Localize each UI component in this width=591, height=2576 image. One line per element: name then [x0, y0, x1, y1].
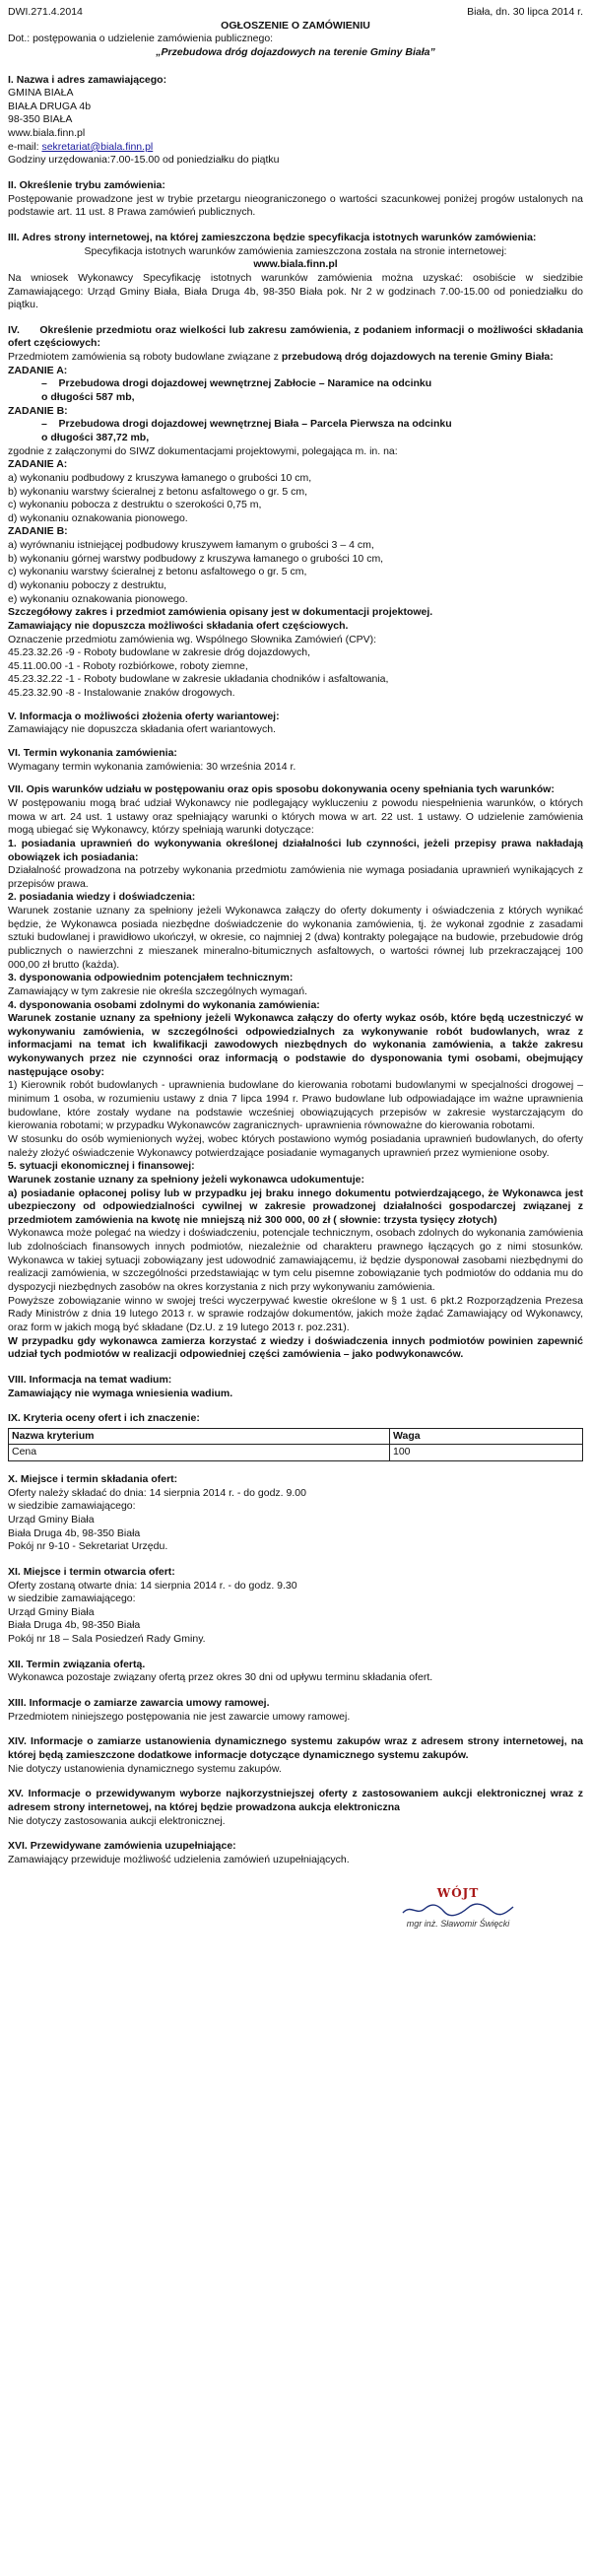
section-13 — [8, 1697, 583, 1724]
opening-line: Urząd Gminy Biała — [8, 1605, 95, 1618]
email-link[interactable]: sekretariat@biala.finn.pl — [41, 140, 154, 153]
list-item: c) wykonaniu pobocza z destruktu o szerokości 0,75 m, — [8, 499, 262, 511]
cpv-item: 45.23.32.22 -1 - Roboty budowlane w zakresie układania chodników i asfaltowania, — [8, 673, 389, 686]
section-3-text2: Na wniosek Wykonawcy Specyfikację istotnych warunków zamówienia można uzyskać: osobiście w siedzibie Zamawiającego: Urząd Gminy Biała, Biała Druga 4b, 98-350 Biała pok. Nr 2 w godzinach 7.00-15.00 od poniedziałku do piątku. — [8, 271, 583, 311]
section-16 — [8, 1840, 583, 1866]
section-15 — [8, 1788, 583, 1828]
condition-1-text: Działalność prowadzona na potrzeby wykonania przedmiotu zamówienia nie wymaga posiadania uprawnień wynikających z przepisów prawa. — [8, 864, 583, 890]
zadanie-a-length: o długości 587 mb, — [41, 391, 135, 404]
opening-line: w siedzibie zamawiającego: — [8, 1593, 136, 1605]
list-item: b) wykonaniu górnej warstwy podbudowy z kruszywa łamanego o grubości 10 cm, — [8, 552, 384, 565]
project-title: „Przebudowa dróg dojazdowych na terenie Gminy Biała” — [156, 45, 435, 58]
section-6 — [8, 747, 583, 774]
list-item: d) wykonaniu oznakowania pionowego. — [8, 511, 188, 524]
criteria-weight: 100 — [390, 1445, 583, 1461]
cpv-intro: Oznaczenie przedmiotu zamówienia wg. Wspólnego Słownika Zamówień (CPV): — [8, 633, 377, 645]
condition-4-text2: W stosunku do osób wymienionych wyżej, wobec których postawiono wymóg posiadania uprawnień budowlanych, do oferty należy złożyć oświadczenie Wykonawcy potwierdzające posiadanie wymaganych uprawnień przez wymienione osoby. — [8, 1132, 583, 1159]
section-14 — [8, 1735, 583, 1776]
mayor-stamp — [384, 1886, 532, 1902]
criteria-col-weight: Waga — [390, 1428, 583, 1445]
condition-4-bold: Warunek zostanie uznany za spełniony jeżeli Wykonawca załączy do oferty wykaz osób, które będą uczestniczyć w wykonywaniu zamówienia, w szczególności odpowiedzialnych za wykonywanie robót budowlanych, wraz z informacjami na temat ich kwalifikacji zawodowych niezbędnych do wykonania zamówienia, a także zakresu wykonywanych przez nie czynności oraz informacją o podstawie do dysponowania tymi osobami, obejmujący następujące osoby: — [8, 1012, 583, 1078]
section-2-heading: II. Określenie trybu zamówienia: — [8, 179, 165, 192]
section-16-heading: XVI. Przewidywane zamówienia uzupełniające: — [8, 1840, 236, 1853]
a-list-label: ZADANIE A: — [8, 458, 68, 471]
section-5 — [8, 711, 583, 737]
condition-2-heading: 2. posiadania wiedzy i doświadczenia: — [8, 891, 196, 904]
cpv-item: 45.23.32.26 -9 - Roboty budowlane w zakresie dróg dojazdowych, — [8, 646, 311, 659]
address-line: GMINA BIAŁA — [8, 87, 74, 100]
list-item: e) wykonaniu oznakowania pionowego. — [8, 592, 188, 605]
section-3 — [8, 232, 583, 312]
section-4-heading: IV. Określenie przedmiotu oraz wielkości lub zakresu zamówienia, z podaniem informacji o możliwości składania ofert częściowych: — [8, 323, 583, 350]
section-8-text: Zamawiający nie wymaga wniesienia wadium. — [8, 1387, 233, 1399]
criteria-table — [8, 1428, 583, 1461]
list-item: a) wyrównaniu istniejącej podbudowy kruszywem łamanym o grubości 3 – 4 cm, — [8, 539, 374, 552]
section-13-text: Przedmiotem niniejszego postępowania nie jest zawarcie umowy ramowej. — [8, 1710, 351, 1723]
condition-1-heading: 1. posiadania uprawnień do wykonywania określonej działalności lub czynności, jeżeli przepisy prawa nakładają obowiązek ich posiadania: — [8, 837, 583, 863]
section-8 — [8, 1374, 583, 1400]
section-11 — [8, 1566, 583, 1647]
submission-line: Oferty należy składać do dnia: 14 sierpnia 2014 r. - do godz. 9.00 — [8, 1486, 306, 1499]
condition-4-text: 1) Kierownik robót budowlanych - uprawnienia budowlane do kierowania robotami budowlanymi w specjalności drogowej – minimum 1 osoba, w rozumieniu ustawy z dnia 7 lipca 1994 r. Prawo budowlane lub odpowiadające im ważne uprawnienia budowlane, które zostały wydane na podstawie wcześniej obowiązujących przepisów w zakresie wystarczającym do kierowania robotami; w przypadku Wykonawców zagranicznych- uprawnienia równoważne do kierowania robotami. — [8, 1079, 583, 1132]
condition-5-bold1: Warunek zostanie uznany za spełniony jeżeli wykonawca udokumentuje: — [8, 1173, 364, 1186]
section-15-text: Nie dotyczy zastosowania aukcji elektronicznej. — [8, 1814, 226, 1827]
email-label: e-mail: — [8, 140, 42, 153]
condition-2-text: Warunek zostanie uznany za spełniony jeżeli Wykonawca załączy do oferty dokumenty i oświadczenia z których wynikać będzie, że Wykonawca posiada niezbędne doświadczenie do wykonania zamówienia, tj. że wykonał zgodnie z zasadami sztuki budowlanej i prawidłowo ukończył, w okresie, co najmniej 2 (dwa) kontrakty polegające na budowie, przebudowie dróg publicznych o nawierzchni z mieszanek mineralno-bitumicznych asfaltowych, o wartości równej lub przekraczającej 100 000,00 zł brutto (każda). — [8, 905, 583, 971]
submission-line: Biała Druga 4b, 98-350 Biała — [8, 1526, 141, 1539]
section-12 — [8, 1659, 583, 1685]
signatory-name: mgr inż. Sławomir Święcki — [406, 1919, 510, 1930]
section-13-heading: XIII. Informacje o zamiarze zawarcia umowy ramowej. — [8, 1697, 270, 1710]
criteria-col-name: Nazwa kryterium — [9, 1428, 390, 1445]
section-7 — [8, 783, 583, 1362]
submission-line: Pokój nr 9-10 - Sekretariat Urzędu. — [8, 1540, 168, 1553]
list-item: d) wykonaniu poboczy z destruktu, — [8, 578, 167, 591]
section-16-text: Zamawiający przewiduje możliwość udzielenia zamówień uzupełniających. — [8, 1853, 350, 1865]
section-6-text: Wymagany termin wykonania zamówienia: 30 września 2014 r. — [8, 760, 296, 773]
section-4-intro: Przedmiotem zamówienia są roboty budowlane związane z przebudową dróg dojazdowych na terenie Gminy Biała: — [8, 351, 554, 364]
documentation-note: zgodnie z załączonymi do SIWZ dokumentacjami projektowymi, polegająca m. in. na: — [8, 444, 398, 457]
condition-4-heading: 4. dysponowania osobami zdolnymi do wykonania zamówienia: — [8, 998, 320, 1011]
reference-number: DWI.271.4.2014 — [8, 6, 83, 18]
signature-block — [384, 1886, 532, 1930]
condition-3-heading: 3. dysponowania odpowiednim potencjałem technicznym: — [8, 972, 294, 984]
office-hours: Godziny urzędowania:7.00-15.00 od poniedziałku do piątku — [8, 154, 280, 167]
cpv-item: 45.23.32.90 -8 - Instalowanie znaków drogowych. — [8, 687, 235, 700]
section-9-heading: IX. Kryteria oceny ofert i ich znaczenie: — [8, 1412, 200, 1425]
section-7-intro: W postępowaniu mogą brać udział Wykonawcy nie podlegający wykluczeniu z powodu niespełnienia warunków, o których mowa w art. 24 ust. 1 ustawy oraz spełniający warunki o których mowa w art. 22 ust. 1 ustawy. O udzielenie zamówienia mogą ubiegać się Wykonawcy, którzy spełniają warunki dotyczące: — [8, 796, 583, 837]
condition-5-text2: Powyższe zobowiązanie winno w swojej treści wyczerpywać kwestie określone w § 1 ust. 6 pkt.2 Rozporządzenia Prezesa Rady Ministrów z dnia 19 lutego 2013 r. w sprawie rodzajów dokumentów, jakich może żądać Zamawiający od Wykonawcy, oraz form w jakich mogą być składane (Dz.U. z 19 lutego 2013 r. poz.231). — [8, 1294, 583, 1333]
cpv-item: 45.11.00.00 -1 - Roboty rozbiórkowe, roboty ziemne, — [8, 659, 248, 672]
section-15-heading: XV. Informacje o przewidywanym wyborze najkorzystniejszej oferty z zastosowaniem aukcji elektronicznej wraz z adresem strony internetowej, na której będzie prowadzona aukcja elektroniczna — [8, 1788, 583, 1813]
partial-offers-note: Zamawiający nie dopuszcza możliwości składania ofert częściowych. — [8, 619, 349, 632]
section-2 — [8, 179, 583, 220]
zadanie-b-road: – Przebudowa drogi dojazdowej wewnętrznej Biała – Parcela Pierwsza na odcinku — [41, 418, 452, 431]
list-item: a) wykonaniu podbudowy z kruszywa łamanego o grubości 10 cm, — [8, 471, 312, 484]
section-10-heading: X. Miejsce i termin składania ofert: — [8, 1473, 178, 1486]
section-9 — [8, 1412, 583, 1461]
document-header — [8, 6, 583, 20]
condition-5-text: Wykonawca może polegać na wiedzy i doświadczeniu, potencjale technicznym, osobach zdolnych do wykonania zamówienia lub zdolnościach finansowych innych podmiotów, niezależnie od charakteru prawnego łączących go z nimi stosunków. Wykonawca w takiej sytuacji zobowiązany jest udowodnić zamawiającemu, iż będzie dysponował zasobami niezbędnymi do realizacji zamówienia, w szczególności przedstawiając w tym celu pisemne zobowiązanie tych podmiotów do oddania mu do dyspozycji niezbędnych zasobów na okres korzystania z nich przy wykonywaniu zamówienia. — [8, 1227, 583, 1294]
section-2-text: Postępowanie prowadzone jest w trybie przetargu nieograniczonego o wartości szacunkowej poniżej progów ustalonych na podstawie art. 11 ust. 8 Prawa zamówień publicznych. — [8, 192, 583, 219]
submission-line: w siedzibie zamawiającego: — [8, 1500, 136, 1513]
section-4 — [8, 324, 583, 701]
stamp-title: WÓJT — [436, 1886, 480, 1901]
section-3-text: Specyfikacja istotnych warunków zamówienia zamieszczona została na stronie internetowej: — [84, 244, 507, 257]
document-title: OGŁOSZENIE O ZAMÓWIENIU — [221, 19, 370, 32]
list-item: c) wykonaniu warstwy ścieralnej z betonu asfaltowego o gr. 5 cm, — [8, 566, 307, 578]
section-8-heading: VIII. Informacja na temat wadium: — [8, 1373, 172, 1386]
section-10 — [8, 1473, 583, 1554]
website-line: www.biala.finn.pl — [8, 127, 86, 140]
section-14-text: Nie dotyczy ustanowienia dynamicznego systemu zakupów. — [8, 1762, 282, 1775]
address-line: 98-350 BIAŁA — [8, 113, 73, 126]
handwritten-signature — [399, 1902, 517, 1918]
place-and-date: Biała, dn. 30 lipca 2014 r. — [467, 6, 583, 18]
section-14-heading: XIV. Informacje o zamiarze ustanowienia dynamicznego systemu zakupów wraz z adresem strony internetowej, na której będą zamieszczone dodatkowe informacje dotyczące dynamicznego systemu zakupów. — [8, 1735, 583, 1761]
section-1 — [8, 74, 583, 168]
condition-5-heading: 5. sytuacji ekonomicznej i finansowej: — [8, 1160, 195, 1173]
table-header-row — [9, 1428, 583, 1445]
list-item: b) wykonaniu warstwy ścieralnej z betonu asfaltowego o gr. 5 cm, — [8, 485, 308, 498]
address-line: BIAŁA DRUGA 4b — [8, 100, 92, 112]
opening-line: Oferty zostaną otwarte dnia: 14 sierpnia 2014 r. - do godz. 9.30 — [8, 1579, 297, 1592]
opening-line: Biała Druga 4b, 98-350 Biała — [8, 1619, 141, 1632]
section-12-heading: XII. Termin związania ofertą. — [8, 1658, 146, 1670]
submission-line: Urząd Gminy Biała — [8, 1513, 95, 1525]
criteria-name: Cena — [9, 1445, 390, 1461]
condition-5-bold2: a) posiadanie opłaconej polisy lub w przypadku jej braku innego dokumentu potwierdzającego, że Wykonawca jest ubezpieczony od odpowiedzialności cywilnej w zakresie prowadzonej działalności gospodarczej związanej z przedmiotem zamówienia na kwotę nie mniejszą niż 300 000, 00 zł ( słownie: trzysta tysięcy złotych) — [8, 1186, 583, 1226]
table-row — [9, 1445, 583, 1461]
section-3-heading: III. Adres strony internetowej, na której zamieszczona będzie specyfikacja istotnych warunków zamówienia: — [8, 231, 537, 243]
section-5-heading: V. Informacja o możliwości złożenia oferty wariantowej: — [8, 710, 280, 722]
zadanie-b-label: ZADANIE B: — [8, 404, 68, 417]
section-5-text: Zamawiający nie dopuszcza składania ofert wariantowych. — [8, 723, 276, 736]
section-1-heading: I. Nazwa i adres zamawiającego: — [8, 73, 167, 86]
condition-5-bold3: W przypadku gdy wykonawca zamierza korzystać z wiedzy i doświadczenia innych podmiotów powinien zapewnić udział tych podmiotów w realizacji odpowiedniej części zamówienia – jako podwykonawców. — [8, 1334, 583, 1361]
spec-url[interactable]: www.biala.finn.pl — [253, 258, 338, 271]
zadanie-a-road: – Przebudowa drogi dojazdowej wewnętrznej Zabłocie – Naramice na odcinku — [41, 377, 432, 390]
zadanie-a-label: ZADANIE A: — [8, 364, 68, 376]
email-line — [8, 141, 583, 155]
section-11-heading: XI. Miejsce i termin otwarcia ofert: — [8, 1565, 175, 1578]
subject-line: Dot.: postępowania o udzielenie zamówienia publicznego: — [8, 33, 274, 45]
zadanie-b-length: o długości 387,72 mb, — [41, 431, 150, 443]
section-7-heading: VII. Opis warunków udziału w postępowaniu oraz opis sposobu dokonywania oceny spełniania tych warunków: — [8, 783, 555, 796]
b-list-label: ZADANIE B: — [8, 525, 68, 538]
section-12-text: Wykonawca pozostaje związany ofertą przez okres 30 dni od upływu terminu składania ofert. — [8, 1671, 433, 1684]
detail-note: Szczegółowy zakres i przedmiot zamówienia opisany jest w dokumentacji projektowej. — [8, 606, 433, 619]
opening-line: Pokój nr 18 – Sala Posiedzeń Rady Gminy. — [8, 1633, 206, 1646]
section-6-heading: VI. Termin wykonania zamówienia: — [8, 747, 177, 760]
condition-3-text: Zamawiający w tym zakresie nie określa szczególnych wymagań. — [8, 984, 308, 997]
